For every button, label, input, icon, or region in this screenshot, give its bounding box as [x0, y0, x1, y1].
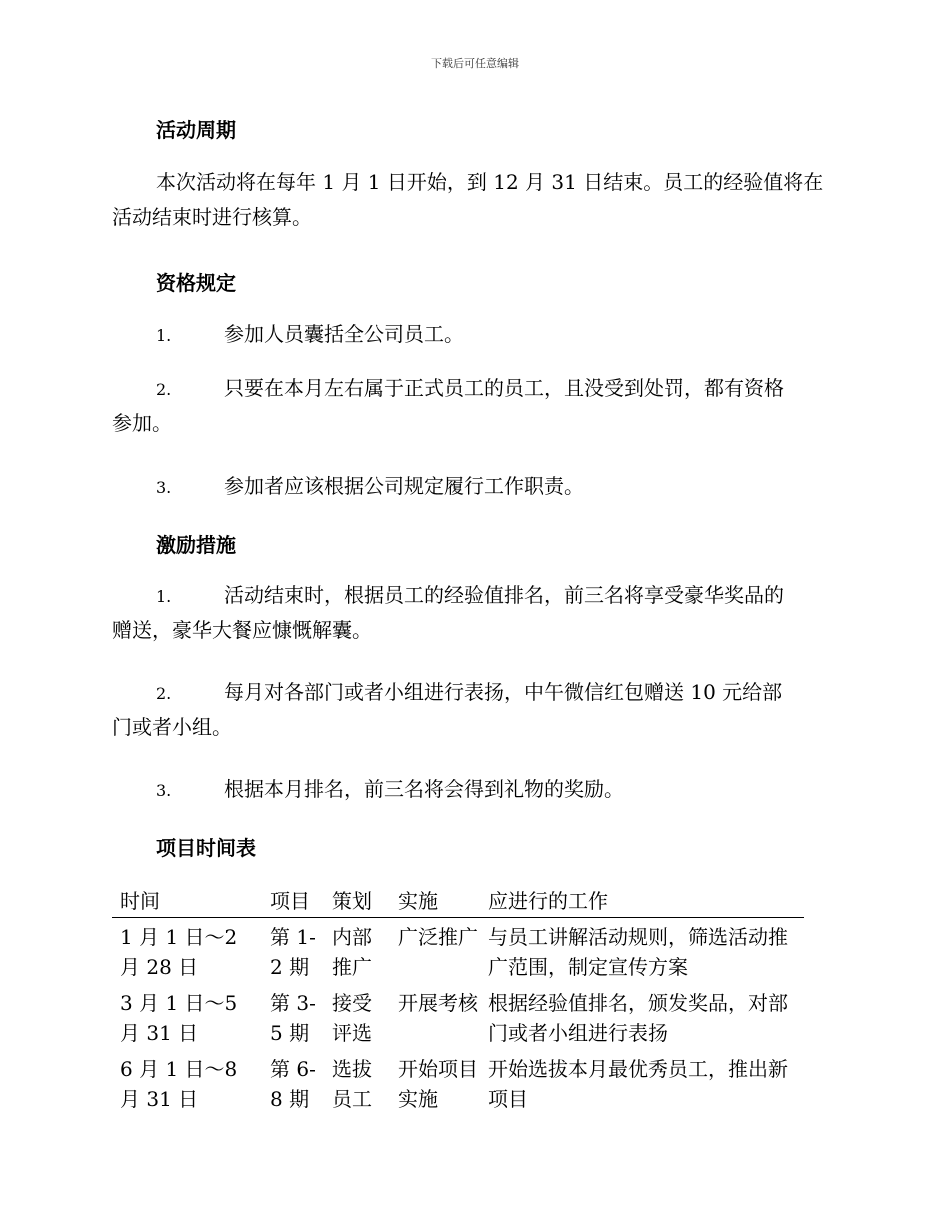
list-number: 3. [156, 478, 172, 497]
list-item-text: 根据本月排名，前三名将会得到礼物的奖励。 [224, 777, 624, 801]
list-item-text: 参加人员囊括全公司员工。 [224, 322, 464, 346]
list-number: 2. [156, 380, 172, 399]
list-number: 1. [156, 587, 172, 606]
column-header-implementation: 实施 [398, 889, 438, 913]
section-title-cycle: 活动周期 [156, 118, 236, 142]
cycle-paragraph: 本次活动将在每年 1 月 1 日开始，到 12 月 31 日结束。员工的经验值将在活动结束时进行核算。 [112, 170, 824, 229]
table-row [112, 1050, 804, 1116]
incentive-item-2 [112, 672, 842, 744]
cell-plan: 选拔员工 [332, 1057, 372, 1111]
list-item-text: 每月对各部门或者小组进行表扬，中午微信红包赠送 10 元给部 [224, 680, 783, 704]
schedule-table [112, 884, 804, 1116]
cell-project: 第 3-5 期 [270, 991, 316, 1045]
page-header-note: 下载后可任意编辑 [431, 57, 519, 70]
column-header-work: 应进行的工作 [488, 889, 608, 913]
column-header-time: 时间 [120, 889, 160, 913]
incentive-item-3 [112, 769, 842, 811]
cell-project: 第 6-8 期 [270, 1057, 316, 1111]
list-item-continuation: 门或者小组。 [112, 715, 232, 739]
list-item-text: 只要在本月左右属于正式员工的员工，且没受到处罚，都有资格 [224, 376, 784, 400]
cell-project: 第 1-2 期 [270, 925, 316, 979]
cell-implementation: 开始项目实施 [398, 1057, 478, 1111]
section-title-incentive: 激励措施 [156, 533, 236, 557]
table-row [112, 984, 804, 1050]
cell-implementation: 广泛推广 [398, 925, 478, 949]
list-item-continuation: 赠送，豪华大餐应慷慨解囊。 [112, 618, 372, 642]
cell-plan: 内部推广 [332, 925, 372, 979]
list-item-text: 活动结束时，根据员工的经验值排名，前三名将享受豪华奖品的 [224, 583, 784, 607]
cell-implementation: 开展考核 [398, 991, 478, 1015]
cell-work: 与员工讲解活动规则，筛选活动推广范围，制定宣传方案 [488, 925, 788, 979]
column-header-project: 项目 [270, 889, 310, 913]
eligibility-item-2 [112, 368, 842, 440]
list-number: 1. [156, 326, 172, 345]
cell-work: 根据经验值排名，颁发奖品，对部门或者小组进行表扬 [488, 991, 788, 1045]
cell-time: 3 月 1 日～5 月 31 日 [120, 991, 238, 1045]
cell-time: 6 月 1 日～8 月 31 日 [120, 1057, 238, 1111]
section-title-eligibility: 资格规定 [156, 271, 236, 295]
list-number: 2. [156, 684, 172, 703]
cell-plan: 接受评选 [332, 991, 372, 1045]
cell-time: 1 月 1 日～2 月 28 日 [120, 925, 238, 979]
list-item-text: 参加者应该根据公司规定履行工作职责。 [224, 474, 584, 498]
table-header-row [112, 884, 804, 918]
eligibility-item-3 [112, 466, 842, 508]
list-item-continuation: 参加。 [112, 411, 172, 435]
list-number: 3. [156, 781, 172, 800]
table-row [112, 918, 804, 984]
incentive-item-1 [112, 575, 842, 647]
column-header-plan: 策划 [332, 889, 372, 913]
cell-work: 开始选拔本月最优秀员工，推出新项目 [488, 1057, 788, 1111]
section-title-schedule: 项目时间表 [156, 836, 256, 860]
eligibility-item-1 [112, 314, 842, 356]
